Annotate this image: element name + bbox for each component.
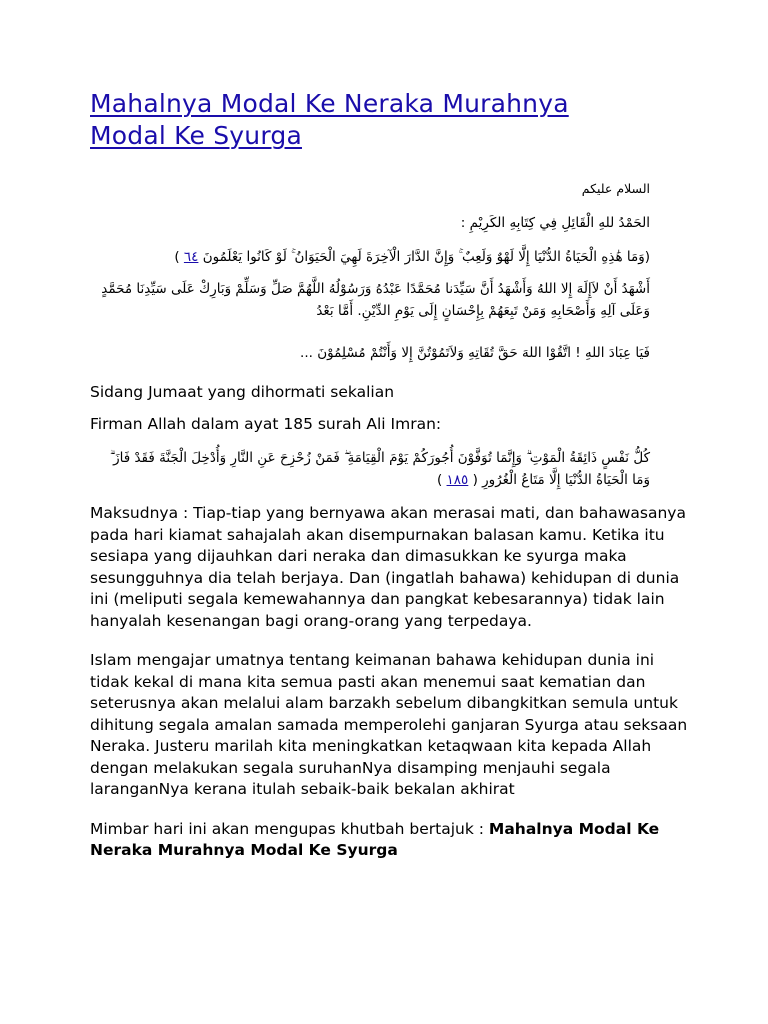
ayat-185-text: كُلُّ نَفْسٍ ذَائِقَةُ الْمَوْتِ ۗ وَإِنَّمَا تُوَفَّوْنَ أُجُورَكُمْ يَوْمَ الْقِيَامَةِ ۖ فَمَنْ زُحْزِحَ عَنِ النَّارِ وَأُدْخِلَ الْجَنَّةَ فَقَدْ فَازَ ۗ وَمَا الْحَيَاةُ الدُّنْيَا إِلَّا مَتَاعُ الْغُرُورِ ( bbox=[109, 450, 650, 488]
mimbar-title: Mahalnya Modal Ke Neraka Murahnya Modal Ke Syurga bbox=[90, 819, 660, 859]
islam-paragraph: Islam mengajar umatnya tentang keimanan bahawa kehidupan dunia ini tidak kekal di mana kita semua pasti akan menemui saat kematian dan seterusnya akan melalui alam barzakh sebelum dibangkitkan semula untuk dihitung segala amalan samada memperolehi ganjaran Syurga atau seksaan Neraka. Justeru marilah kita meningkatkan ketaqwaan kita kepada Allah dengan melakukan segala suruhanNya disamping menjauhi segala laranganNya kerana itulah sebaik-baik bekalan akhirat bbox=[90, 651, 688, 798]
document-page bbox=[90, 88, 688, 880]
sidang-paragraph: Sidang Jumaat yang dihormati sekalian bbox=[90, 383, 395, 401]
ayat-64-link[interactable]: ٦٤ bbox=[183, 249, 199, 265]
title-line-2: Modal Ke Syurga bbox=[90, 121, 302, 150]
ayat-185-close-paren: ) bbox=[436, 472, 443, 488]
arabic-takwa: فَيَا عِبَادَ اللهِ ! اتَّقُوْا اللهَ حَقَّ تُقَاتِهِ وَلاَتَمُوْتُنَّ إِلا وَأَنْتُمْ مُسْلِمُوْنَ ... bbox=[300, 345, 650, 361]
ayat-64-text: (وَمَا هَٰذِهِ الْحَيَاةُ الدُّنْيَا إِلَّا لَهْوٌ وَلَعِبٌ ۚ وَإِنَّ الدَّارَ الْآخِرَةَ لَهِيَ الْحَيَوَانُ ۚ لَوْ كَانُوا يَعْلَمُونَ bbox=[202, 249, 650, 265]
arabic-ayat-64 bbox=[90, 246, 650, 268]
title-line-1: Mahalnya Modal Ke Neraka Murahnya bbox=[90, 89, 569, 118]
page-title bbox=[90, 88, 650, 152]
title-link[interactable] bbox=[90, 89, 569, 150]
ayat-185-link[interactable]: ١٨٥ bbox=[446, 472, 469, 488]
arabic-hamdu: الحَمْدُ للهِ الْقَائِلِ فِي كِتَابِهِ الكَرِيْمِ : bbox=[460, 215, 650, 231]
arabic-ayat-185 bbox=[90, 447, 650, 491]
arabic-salam: السلام عليكم bbox=[581, 181, 650, 196]
maksudnya-paragraph: Maksudnya : Tiap-tiap yang bernyawa akan merasai mati, dan bahawasanya pada hari kiamat sahajalah akan disempurnakan balasan kamu. Ketika itu sesiapa yang dijauhkan dari neraka dan dimasukkan ke syurga maka sesungguhnya dia telah berjaya. Dan (ingatlah bahawa) kehidupan di dunia ini (meliputi segala kemewahannya dan pangkat kebesarannya) tidak lain hanyalah kesenangan bagi orang-orang yang terpedaya. bbox=[90, 504, 686, 630]
firman-paragraph: Firman Allah dalam ayat 185 surah Ali Imran: bbox=[90, 414, 442, 433]
mimbar-paragraph bbox=[90, 819, 690, 862]
ayat-64-close-paren: ) bbox=[174, 249, 180, 265]
arabic-syahadah: أَشْهَدُ أَنْ لاَإِلَهَ إِلا اللهُ وَأَشْهَدُ أَنَّ سَيِّدَنا مُحَمَّدًا عَبْدُهُ وَرَسُوْلُهُ اللَّهُمَّ صَلِّ وَسَلِّمْ وَبَارِكْ عَلَى سَيِّدِنَا مُحَمَّدٍ وَعَلَى آلِهِ وَأَصْحَابِهِ وَمَنْ تَبِعَهُمْ بِإِحْسَانٍ إِلَى يَوْمِ الدِّيْنِ. أَمَّا بَعْدُ bbox=[101, 281, 650, 319]
mimbar-prefix: Mimbar hari ini akan mengupas khutbah bertajuk : bbox=[90, 819, 489, 838]
